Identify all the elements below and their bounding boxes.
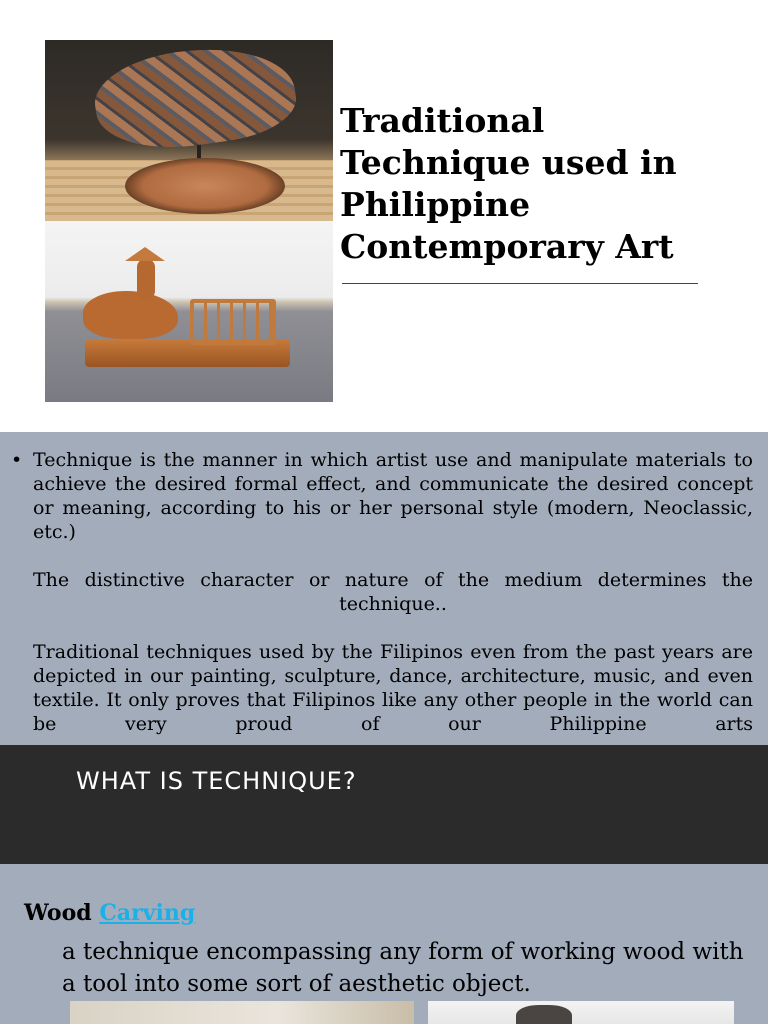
wood-carving-description: a technique encompassing any form of working wood with a tool into some sort of aesthetic object. [62, 939, 744, 997]
slide-what-is-technique [0, 432, 768, 864]
title-line: Contemporary Art [340, 227, 674, 266]
heading-word: Wood [24, 900, 92, 926]
metal-horse-head-sculpture-image [45, 40, 333, 221]
title-line: Philippine [340, 185, 531, 224]
slide-title-heading [340, 100, 750, 268]
wood-carving-photo-right [428, 1001, 734, 1024]
carving-link[interactable]: Carving [99, 900, 196, 926]
paragraph-definition [11, 448, 753, 544]
slide-body-text [11, 448, 753, 736]
wood-carving-photo-left [70, 1001, 414, 1024]
paragraph-text: Technique is the manner in which artist use and manipulate materials to achieve the desired formal effect, and communicate the desired concept or meaning, according to his or her personal style (modern, Neoclassic, etc.) [33, 449, 753, 543]
title-line: Traditional [340, 101, 545, 140]
wood-carving-heading [24, 900, 195, 926]
section-banner [0, 745, 768, 864]
paragraph-medium: The distinctive character or nature of the medium determines the technique.. [33, 569, 753, 615]
paragraph-traditional: Traditional techniques used by the Filipinos even from the past years are depicted in our painting, sculpture, dance, architecture, music, and even textile. It only proves that Filipinos like any other people in the world can be very proud of our Philippine arts [33, 641, 753, 735]
banner-title: WHAT IS TECHNIQUE? [76, 767, 357, 795]
title-divider [342, 283, 698, 284]
slide-title [0, 0, 768, 432]
title-line: Technique used in [340, 143, 677, 182]
bullet-marker: • [11, 449, 23, 471]
slide-wood-carving [0, 864, 768, 1024]
carabao-wood-carving-image [45, 221, 333, 402]
